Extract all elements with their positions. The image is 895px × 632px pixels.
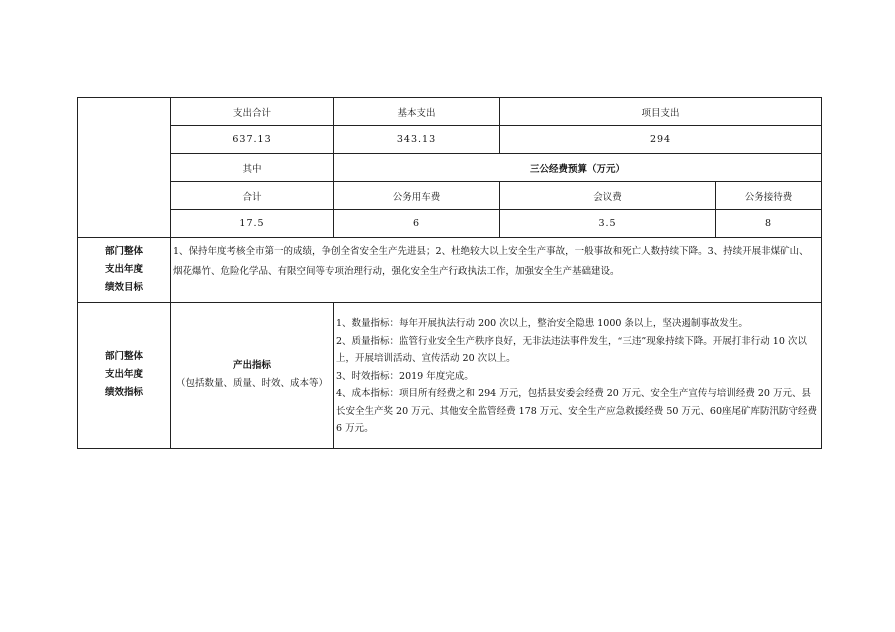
blank-cell bbox=[78, 98, 171, 238]
indicator-quality: 2、质量指标：监管行业安全生产秩序良好，无非法违法事件发生，“三违”现象持续下降。开展打非行动 10 次以上，开展培训活动、宣传活动 20 次以上。 bbox=[336, 335, 807, 364]
table-row bbox=[78, 154, 822, 182]
indicator-cost: 4、成本指标：项目所有经费之和 294 万元，包括县安委会经费 20 万元、安全生产宣传与培训经费 20 万元、县长安全生产奖 20 万元、其他安全监管经费 178 万元、安全生产应急救援经费 50 万元、60座尾矿库防汛防守经费 6 万元。 bbox=[336, 388, 818, 434]
value-sum: 17.5 bbox=[171, 210, 334, 238]
table-row bbox=[78, 98, 822, 126]
among-label: 其中 bbox=[171, 154, 334, 182]
value-car-expense: 6 bbox=[334, 210, 500, 238]
header-sum: 合计 bbox=[171, 182, 334, 210]
value-project-expense: 294 bbox=[500, 126, 822, 154]
table-row bbox=[78, 238, 822, 303]
value-reception-expense: 8 bbox=[716, 210, 822, 238]
indicator-quantity: 1、数量指标：每年开展执法行动 200 次以上，整治安全隐患 1000 条以上，坚决遏制事故发生。 bbox=[336, 318, 748, 329]
table-row bbox=[78, 210, 822, 238]
indicators-label: 部门整体 支出年度 绩效指标 bbox=[78, 303, 171, 449]
goals-label: 部门整体 支出年度 绩效目标 bbox=[78, 238, 171, 303]
header-car-expense: 公务用车费 bbox=[334, 182, 500, 210]
output-indicator-list bbox=[334, 303, 822, 449]
value-meeting-expense: 3.5 bbox=[500, 210, 716, 238]
value-basic-expense: 343.13 bbox=[334, 126, 500, 154]
table-row bbox=[78, 126, 822, 154]
header-basic-expense: 基本支出 bbox=[334, 98, 500, 126]
output-indicator-cell bbox=[171, 303, 334, 449]
header-total-expense: 支出合计 bbox=[171, 98, 334, 126]
output-indicator-subtitle: （包括数量、质量、时效、成本等） bbox=[175, 378, 328, 390]
budget-table bbox=[77, 97, 822, 449]
header-meeting-expense: 会议费 bbox=[500, 182, 716, 210]
table-row bbox=[78, 182, 822, 210]
value-total-expense: 637.13 bbox=[171, 126, 334, 154]
header-project-expense: 项目支出 bbox=[500, 98, 822, 126]
header-reception-expense: 公务接待费 bbox=[716, 182, 822, 210]
goals-text: 1、保持年度考核全市第一的成绩，争创全省安全生产先进县；2、杜绝较大以上安全生产事故，一般事故和死亡人数持续下降。3、持续开展非煤矿山、烟花爆竹、危险化学品、有限空间等专项治理行动，强化安全生产行政执法工作，加强安全生产基础建设。 bbox=[171, 238, 822, 303]
indicator-timeliness: 3、时效指标：2019 年度完成。 bbox=[336, 370, 474, 382]
output-indicator-title: 产出指标 bbox=[232, 360, 271, 372]
three-public-title: 三公经费预算（万元） bbox=[334, 154, 822, 182]
table-row bbox=[78, 303, 822, 449]
